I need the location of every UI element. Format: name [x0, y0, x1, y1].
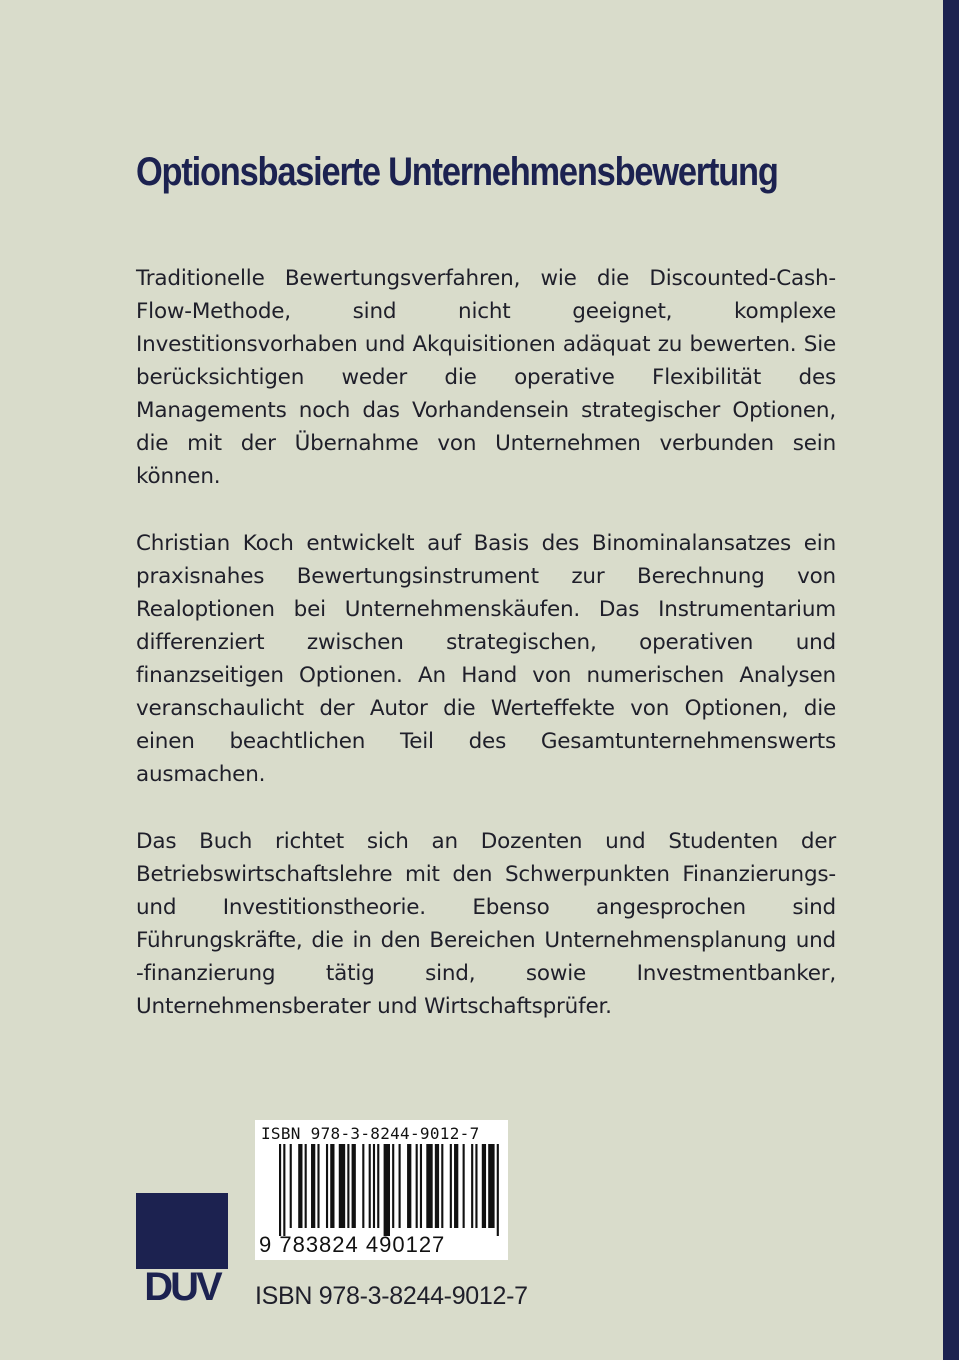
- book-title: Optionsbasierte Unternehmensbewertung: [136, 150, 778, 194]
- publisher-logo-letters: [136, 1267, 228, 1307]
- publisher-logo-block: [136, 1193, 228, 1269]
- blurb-paragraph-3: Das Buch richtet sich an Dozenten und Studenten der Betriebswirtschaftslehre mit den Schwerpunkten Finanzierungs- und Investitionstheorie. Ebenso angesprochen sind Führungskräfte, die in den Bereichen Unternehmensplanung und -finanzierung tätig sind, sowie Investmentbanker, Unternehmensberater und Wirtschaftsprüfer.: [136, 829, 836, 1019]
- barcode: [255, 1120, 508, 1260]
- blurb-paragraph-1: Traditionelle Bewertungsverfahren, wie die Discounted-Cash-Flow-Methode, sind nicht geeignet, komplexe Investitionsvorhaben und Akquisitionen adäquat zu bewerten. Sie berücksichtigen weder die operative Flexibilität des Managements noch das Vorhandensein strategischer Optionen, die mit der Übernahme von Unternehmen verbunden sein können.: [136, 266, 836, 489]
- isbn-text: ISBN 978-3-8244-9012-7: [255, 1282, 528, 1310]
- book-spine-edge: [943, 0, 959, 1360]
- svg-text:DUV: DUV: [144, 1267, 220, 1307]
- barcode-ean-digits: 9 783824 490127: [259, 1232, 446, 1257]
- barcode-icon: [279, 1144, 501, 1236]
- blurb-paragraph-2: Christian Koch entwickelt auf Basis des Binominalansatzes ein praxisnahes Bewertungsinstrument zur Berechnung von Realoptionen bei Unternehmenskäufen. Das Instrumentarium differenziert zwischen strategischen, operativen und finanzseitigen Optionen. An Hand von numerischen Analysen veranschaulicht der Autor die Werteffekte von Optionen, die einen beachtlichen Teil des Gesamtunternehmenswerts ausmachen.: [136, 531, 836, 787]
- barcode-isbn-label: ISBN 978-3-8244-9012-7: [261, 1124, 480, 1143]
- publisher-logo: [136, 1193, 228, 1309]
- blurb-text: [136, 262, 836, 1057]
